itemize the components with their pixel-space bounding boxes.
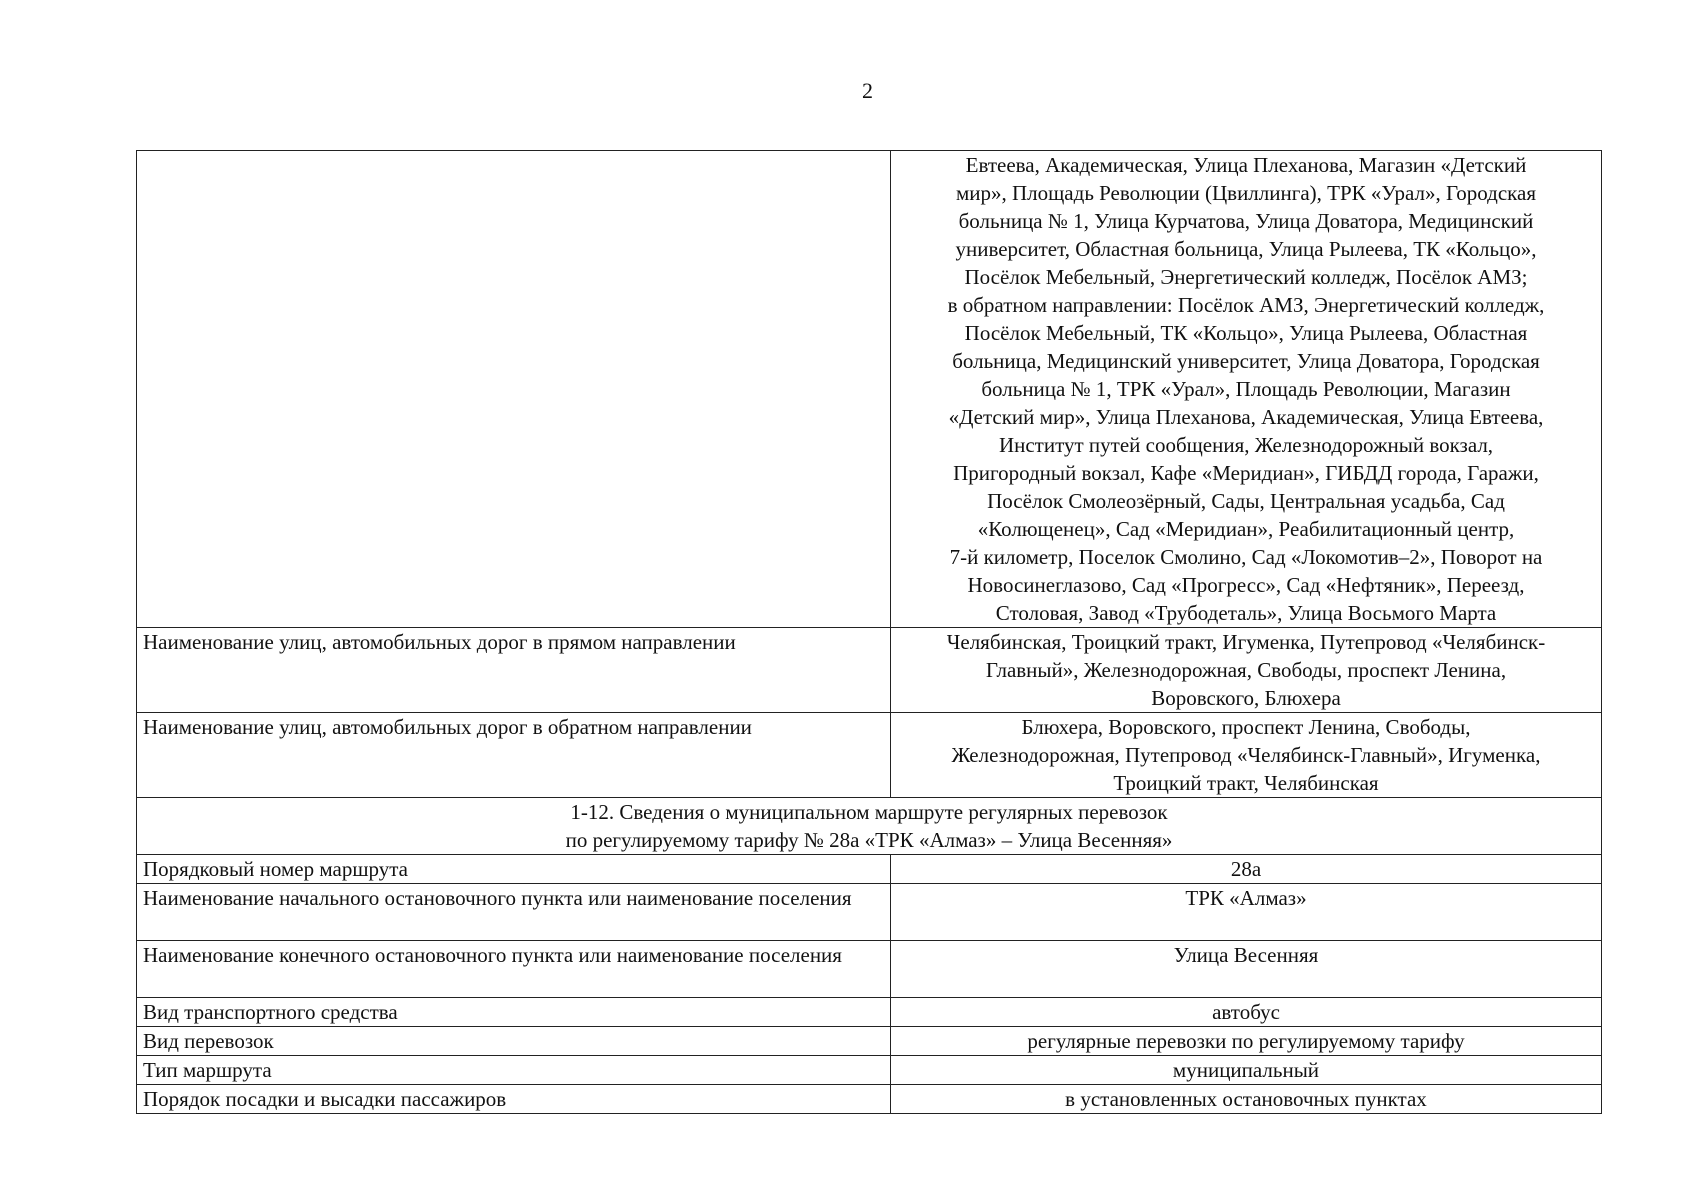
streets-forward-line: Главный», Железнодорожная, Свободы, проспект Ленина,	[985, 658, 1507, 682]
route-stops-line: в обратном направлении: Посёлок АМЗ, Энергетический колледж,	[947, 293, 1545, 317]
streets-forward-value	[891, 628, 1602, 713]
route-stops-line: больница № 1, ТРК «Урал», Площадь Революции, Магазин	[981, 377, 1511, 401]
section-heading	[137, 798, 1602, 855]
route-table	[136, 150, 1602, 1114]
route-stops-line: «Детский мир», Улица Плеханова, Академическая, Улица Евтеева,	[948, 405, 1544, 429]
streets-reverse-value	[891, 713, 1602, 798]
route-stops-line: больница, Медицинский университет, Улица Доватора, Городская	[952, 349, 1540, 373]
table-row	[137, 998, 1602, 1027]
end-stop-label: Наименование конечного остановочного пункта или наименование поселения	[137, 941, 891, 998]
route-stops-line: Пригородный вокзал, Кафе «Меридиан», ГИБДД города, Гаражи,	[953, 461, 1539, 485]
route-stops-line: 7-й километр, Поселок Смолино, Сад «Локомотив–2», Поворот на	[949, 545, 1543, 569]
empty-label-cell	[137, 151, 891, 628]
route-stops-line: больница № 1, Улица Курчатова, Улица Доватора, Медицинский	[958, 209, 1534, 233]
page-number: 2	[862, 78, 873, 103]
end-stop-value: Улица Весенняя	[891, 941, 1602, 998]
route-stops-line: Институт путей сообщения, Железнодорожный вокзал,	[998, 433, 1494, 457]
streets-reverse-line: Блюхера, Воровского, проспект Ленина, Свободы,	[1021, 715, 1471, 739]
vehicle-type-label: Вид транспортного средства	[137, 998, 891, 1027]
table-row	[137, 1027, 1602, 1056]
start-stop-value: ТРК «Алмаз»	[891, 884, 1602, 941]
route-stops-cell	[891, 151, 1602, 628]
route-type-value: муниципальный	[891, 1056, 1602, 1085]
vehicle-type-value: автобус	[891, 998, 1602, 1027]
route-number-label: Порядковый номер маршрута	[137, 855, 891, 884]
boarding-order-label: Порядок посадки и высадки пассажиров	[137, 1085, 891, 1114]
section-heading-line: 1-12. Сведения о муниципальном маршруте регулярных перевозок	[570, 800, 1168, 824]
route-stops-line: Посёлок Мебельный, Энергетический колледж, Посёлок АМЗ;	[964, 265, 1528, 289]
boarding-order-value: в установленных остановочных пунктах	[891, 1085, 1602, 1114]
streets-reverse-line: Троицкий тракт, Челябинская	[1113, 771, 1379, 795]
streets-reverse-line: Железнодорожная, Путепровод «Челябинск-Главный», Игуменка,	[951, 743, 1541, 767]
route-stops-line: Посёлок Мебельный, ТК «Кольцо», Улица Рылеева, Областная	[964, 321, 1528, 345]
table-row	[137, 941, 1602, 998]
route-stops-line: Столовая, Завод «Трубодеталь», Улица Восьмого Марта	[995, 601, 1497, 625]
table-row	[137, 628, 1602, 713]
streets-forward-line: Воровского, Блюхера	[1151, 686, 1341, 710]
route-stops-line: Евтеева, Академическая, Улица Плеханова, Магазин «Детский	[965, 153, 1527, 177]
transport-kind-label: Вид перевозок	[137, 1027, 891, 1056]
table-row	[137, 151, 1602, 628]
streets-reverse-label: Наименование улиц, автомобильных дорог в обратном направлении	[137, 713, 891, 798]
route-stops-line: университет, Областная больница, Улица Рылеева, ТК «Кольцо»,	[955, 237, 1537, 261]
route-stops-line: Посёлок Смолеозёрный, Сады, Центральная усадьба, Сад	[987, 489, 1505, 513]
section-heading-line: по регулируемому тарифу № 28а «ТРК «Алмаз» – Улица Весенняя»	[565, 828, 1173, 852]
route-number-value: 28а	[891, 855, 1602, 884]
route-stops-line: «Колющенец», Сад «Меридиан», Реабилитационный центр,	[977, 517, 1515, 541]
table-row	[137, 1056, 1602, 1085]
table-row	[137, 884, 1602, 941]
route-type-label: Тип маршрута	[137, 1056, 891, 1085]
streets-forward-line: Челябинская, Троицкий тракт, Игуменка, Путепровод «Челябинск-	[946, 630, 1546, 654]
table-row	[137, 855, 1602, 884]
route-stops-line: мир», Площадь Революции (Цвиллинга), ТРК «Урал», Городская	[955, 181, 1537, 205]
start-stop-label: Наименование начального остановочного пункта или наименование поселения	[137, 884, 891, 941]
table-row	[137, 798, 1602, 855]
route-stops-line: Новосинеглазово, Сад «Прогресс», Сад «Нефтяник», Переезд,	[967, 573, 1525, 597]
table-row	[137, 713, 1602, 798]
streets-forward-label: Наименование улиц, автомобильных дорог в прямом направлении	[137, 628, 891, 713]
table-row	[137, 1085, 1602, 1114]
transport-kind-value: регулярные перевозки по регулируемому тарифу	[891, 1027, 1602, 1056]
